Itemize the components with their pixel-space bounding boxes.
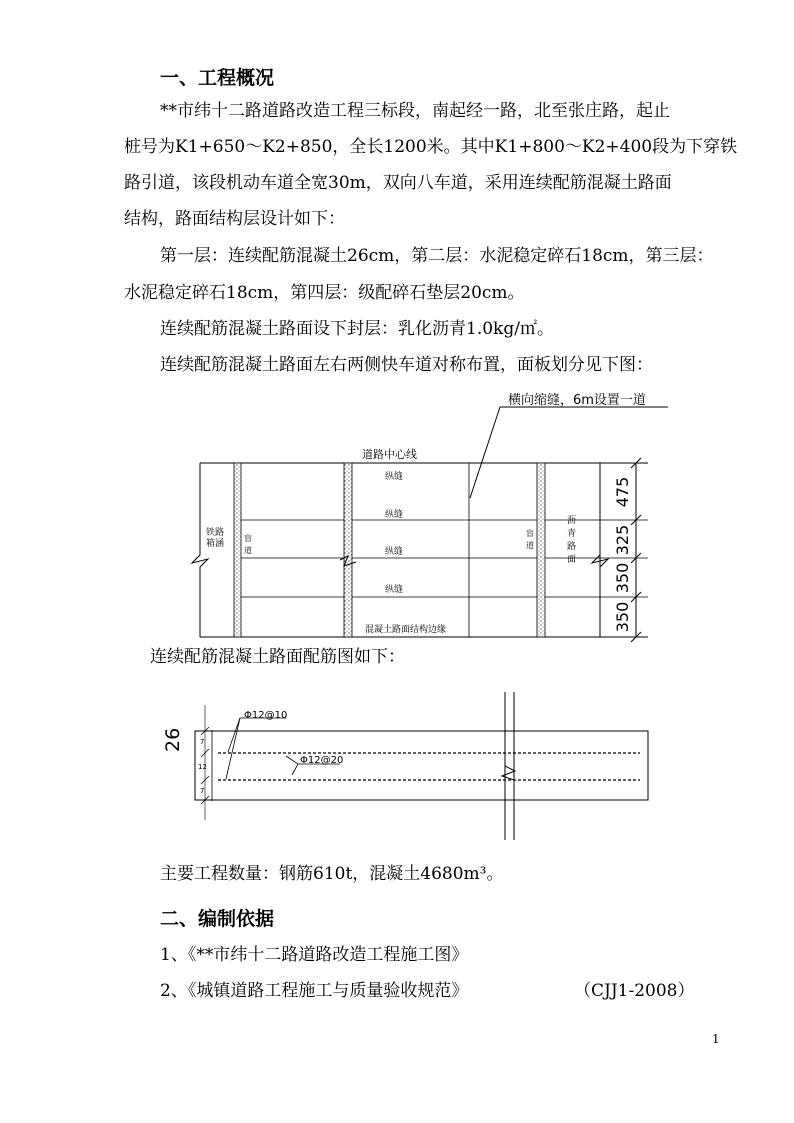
dim-475: 475 xyxy=(613,476,632,508)
left-box-label: 铁路 箱涵 xyxy=(206,528,225,549)
dim-top-label: 7 xyxy=(200,738,205,746)
callout-label: 横向缩缝，6m设置一道 xyxy=(508,393,646,408)
dim-bot-label: 7 xyxy=(200,787,205,795)
paragraph-line: 连续配筋混凝土路面配筋图如下： xyxy=(150,647,405,667)
rebar-top-label: Φ12@10 xyxy=(244,710,288,721)
paragraph-line: 结构，路面结构层设计如下： xyxy=(124,209,345,229)
dim-325: 325 xyxy=(613,524,632,556)
reference-item: 2、《城镇道路工程施工与质量验收规范》 xyxy=(160,981,469,1001)
section1-heading: 一、工程概况 xyxy=(160,67,275,89)
right-blind-label: 盲 道 xyxy=(526,529,534,550)
dim-350: 350 xyxy=(613,601,632,633)
section2-heading: 二、编制依据 xyxy=(160,908,275,930)
reference-item: 1、《**市纬十二路道路改造工程施工图》 xyxy=(160,945,469,965)
asphalt-label: 沥 青 路 面 xyxy=(567,516,577,565)
paragraph-line: **市纬十二路道路改造工程三标段，南起经一路，北至张庄路，起止 xyxy=(160,101,670,121)
paragraph-line: 路引道，该段机动车道全宽30m，双向八车道，采用连续配筋混凝土路面 xyxy=(124,173,672,193)
reference-code: （CJJ1-2008） xyxy=(574,981,695,1001)
dim-mid-label: 12 xyxy=(198,763,207,771)
thickness-label: 26 xyxy=(162,727,184,752)
paragraph-line: 第一层：连续配筋混凝土26cm，第二层：水泥稳定碎石18cm，第三层： xyxy=(160,246,714,266)
paragraph-line: 连续配筋混凝土路面左右两侧快车道对称布置，面板划分见下图： xyxy=(160,355,653,375)
dim-350: 350 xyxy=(613,562,632,594)
paragraph-line: 水泥稳定碎石18cm，第四层：级配碎石垫层20cm。 xyxy=(124,283,525,303)
page-number: 1 xyxy=(712,1032,720,1046)
seam-label: 纵缝 xyxy=(385,472,404,482)
paragraph-line: 桩号为K1+650～K2+850，全长1200米。其中K1+800～K2+400段为下穿铁 xyxy=(124,137,738,157)
rebar-mid-label: Φ12@20 xyxy=(300,755,344,766)
center-line-label: 道路中心线 xyxy=(362,448,417,461)
left-blind-label: 盲 道 xyxy=(244,534,252,555)
seam-label: 纵缝 xyxy=(385,510,404,520)
seam-label: 纵缝 xyxy=(385,547,404,557)
seam-label: 纵缝 xyxy=(385,585,404,595)
edge-label: 混凝土路面结构边缘 xyxy=(365,625,447,635)
paragraph-line: 主要工程数量：钢筋610t，混凝土4680m³。 xyxy=(160,864,504,884)
paragraph-line: 连续配筋混凝土路面设下封层：乳化沥青1.0kg/㎡。 xyxy=(160,319,554,339)
